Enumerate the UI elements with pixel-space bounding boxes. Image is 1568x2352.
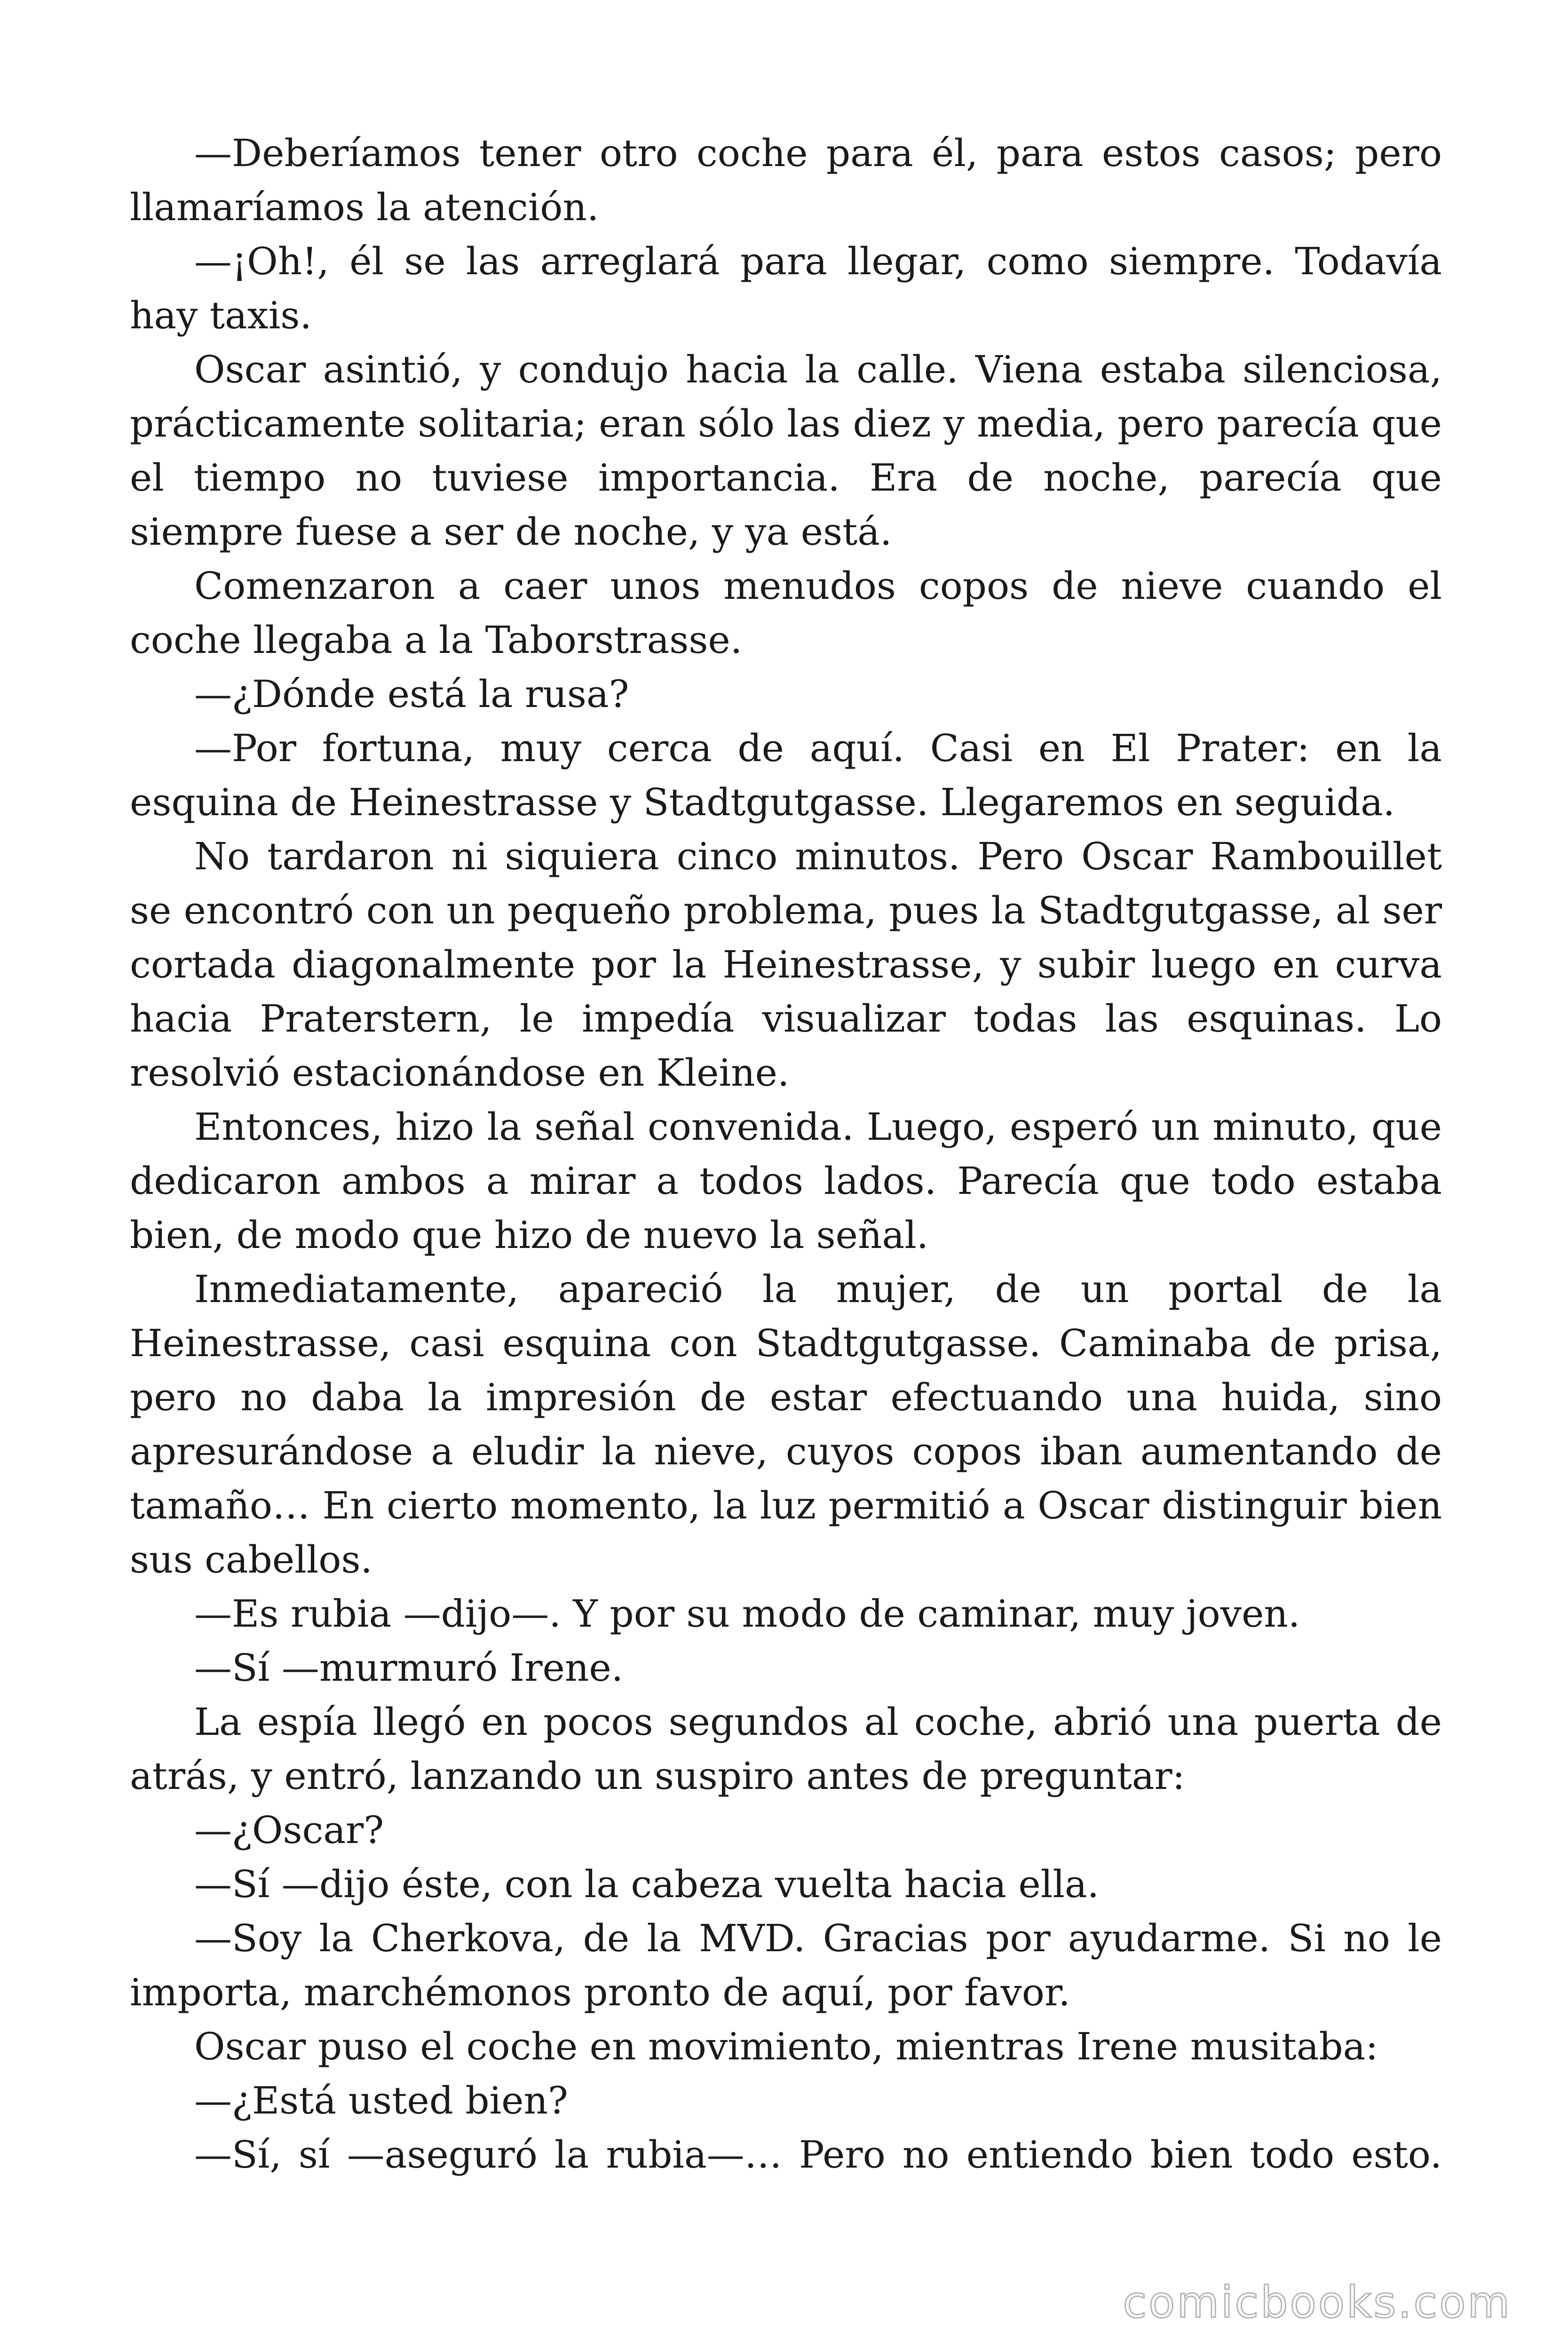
paragraph: —Es rubia —dijo—. Y por su modo de caminar, muy joven. <box>194 1592 1300 1636</box>
paragraph: Entonces, hizo la señal convenida. Luego, esperó un minuto, que dedicaron ambos a mirar a todos lados. Parecía que todo estaba bien, de modo que hizo de nuevo la señal. <box>130 1105 1442 1257</box>
paragraph: Oscar asintió, y condujo hacia la calle. Viena estaba silenciosa, prácticamente solitaria; eran sólo las diez y media, pero parecía que el tiempo no tuviese importancia. Era de noche, parecía que siempre fuese a ser de noche, y ya está. <box>130 348 1442 554</box>
paragraph: —¿Dónde está la rusa? <box>194 672 629 716</box>
paragraph: —Deberíamos tener otro coche para él, para estos casos; pero llamaríamos la atención. <box>130 131 1442 229</box>
paragraph: —Sí, sí —aseguró la rubia—… Pero no entiendo bien todo esto. <box>194 2133 1442 2177</box>
paragraph: —Sí —murmuró Irene. <box>194 1646 624 1690</box>
book-page-text <box>130 126 1442 2182</box>
paragraph: Comenzaron a caer unos menudos copos de nieve cuando el coche llegaba a la Taborstrasse. <box>130 564 1442 662</box>
paragraph: —Sí —dijo éste, con la cabeza vuelta hacia ella. <box>194 1862 1100 1906</box>
watermark: comicbooks.com <box>1123 2277 1512 2328</box>
paragraph: —¿Está usted bien? <box>194 2079 568 2122</box>
paragraph: Oscar puso el coche en movimiento, mientras Irene musitaba: <box>194 2025 1378 2068</box>
paragraph: —¿Oscar? <box>194 1808 384 1852</box>
paragraph: La espía llegó en pocos segundos al coche, abrió una puerta de atrás, y entró, lanzando un suspiro antes de preguntar: <box>130 1700 1442 1798</box>
paragraph: No tardaron ni siquiera cinco minutos. Pero Oscar Rambouillet se encontró con un pequeño problema, pues la Stadtgutgasse, al ser cortada diagonalmente por la Heinestrasse, y subir luego en curva hacia Praterstern, le impedía visualizar todas las esquinas. Lo resolvió estacionándose en Kleine. <box>130 834 1442 1095</box>
paragraph: Inmediatamente, apareció la mujer, de un portal de la Heinestrasse, casi esquina con Stadtgutgasse. Caminaba de prisa, pero no daba la impresión de estar efectuando una huida, sino apresurándose a eludir la nieve, cuyos copos iban aumentando de tamaño… En cierto momento, la luz permitió a Oscar distinguir bien sus cabellos. <box>130 1267 1442 1581</box>
paragraph: —Soy la Cherkova, de la MVD. Gracias por ayudarme. Si no le importa, marchémonos pronto de aquí, por favor. <box>130 1916 1442 2014</box>
paragraph: —¡Oh!, él se las arreglará para llegar, como siempre. Todavía hay taxis. <box>130 239 1442 337</box>
paragraph: —Por fortuna, muy cerca de aquí. Casi en El Prater: en la esquina de Heinestrasse y Stadtgutgasse. Llegaremos en seguida. <box>130 726 1442 824</box>
